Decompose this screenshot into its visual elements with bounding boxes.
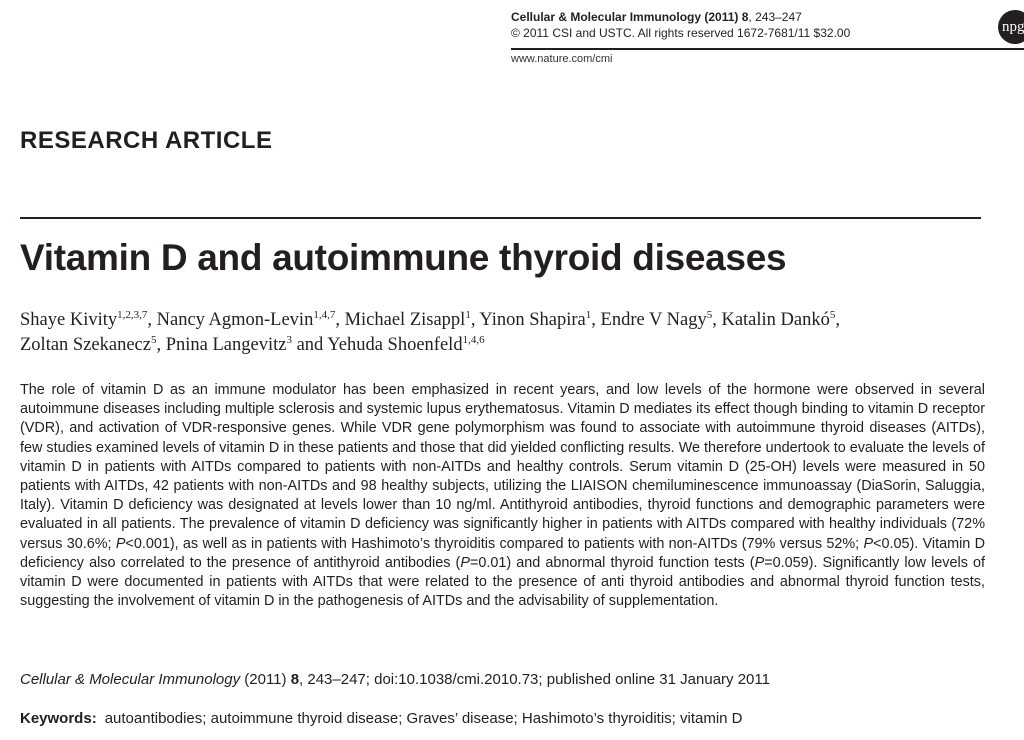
- author-list: Shaye Kivity$^{1,2,3,7}$, Nancy Agmon-Levin$^{1,4,7}$, Michael Zisappl$^1$, Yinon Shapira$^1$, Endre V Nagy$^5$, Katalin Dankó$^5$, Zoltan Szekanecz$^5$, Pnina Langevitz$^3$ and Yehuda Shoenfeld$^{1,4,6}$: [20, 309, 840, 355]
- journal-volume: 8: [741, 10, 749, 24]
- section-label: RESEARCH ARTICLE: [20, 127, 273, 154]
- citation-year: (2011): [240, 671, 291, 688]
- author-name: Yehuda Shoenfeld: [327, 335, 463, 355]
- author-name: Michael Zisappl: [344, 310, 466, 330]
- title-rule: [20, 217, 981, 219]
- keywords-label: Keywords:: [20, 710, 97, 727]
- italic-p-symbol: P: [754, 554, 765, 571]
- abstract-text: The role of vitamin D as an immune modulator has been emphasized in recent years, and low levels of the hormone were observed in several autoimmune diseases including multiple sclerosis and systemic lupus erythematosus. Vitamin D mediates its effect though binding to vitamin D receptor (VDR), and activation of VDR-responsive genes. While VDR gene polymorphism was found to associate with autoimmune thyroid diseases (AITDs), few studies examined levels of vitamin D in these patients and those that did yielded conflicting results. We therefore undertook to evaluate the levels of vitamin D in patients with AITDs compared to patients with non-AITDs and healthy controls. Serum vitamin D (25-OH) levels were measured in 50 patients with AITDs, 42 patients with non-AITDs and 98 healthy subjects, utilizing the LIAISON chemiluminescence immunoassay (DiaSorin, Saluggia, Italy). Vitamin D deficiency was designated at levels lower than 10 ng/ml. Antithyroid antibodies, thyroid functions and demographic parameters were evaluated in all patients. The prevalence of vitamin D deficiency was significantly higher in patients with AITDs compared with healthy individuals (72% versus 30.6%;: [20, 382, 985, 552]
- italic-p-symbol: P: [460, 554, 470, 571]
- header-rule: [511, 48, 1024, 50]
- italic-p-symbol: P: [863, 535, 874, 552]
- journal-url[interactable]: www.nature.com/cmi: [511, 53, 613, 65]
- author-affiliation: 5: [706, 309, 713, 321]
- keywords-text: autoantibodies; autoimmune thyroid disease; Graves’ disease; Hashimoto’s thyroiditis; vitamin D: [104, 710, 743, 727]
- journal-pages: , 243–247: [748, 10, 802, 24]
- citation-details: , 243–247; doi:10.1038/cmi.2010.73; published online 31 January 2011: [299, 671, 770, 688]
- article-title: Vitamin D and autoimmune thyroid diseases: [20, 237, 787, 278]
- abstract: [20, 381, 985, 611]
- author-name: Shaye Kivity: [20, 310, 118, 330]
- author-affiliation: 1: [585, 309, 592, 321]
- author-name: Nancy Agmon-Levin: [156, 310, 314, 330]
- citation-journal: Cellular & Molecular Immunology: [20, 671, 241, 688]
- author-affiliation: 3: [286, 334, 292, 346]
- citation-volume: 8: [290, 671, 300, 688]
- abstract-text: =0.059). Significantly low levels of vitamin D were documented in patients with AITDs that were related to the presence of anti thyroid antibodies and abnormal thyroid function tests, suggesting the involvement of vitamin D in the pathogenesis of AITDs and the advisability of supplementation.: [20, 554, 985, 610]
- journal-name: Cellular & Molecular Immunology (2011): [511, 10, 742, 24]
- author-name: Endre V Nagy: [600, 310, 707, 330]
- author-affiliation: 1,2,3,7: [117, 309, 148, 321]
- keywords: [20, 709, 743, 729]
- journal-header: [511, 9, 850, 41]
- author-name: Pnina Langevitz: [165, 335, 287, 355]
- author-name: Zoltan Szekanecz: [20, 335, 151, 355]
- author-affiliation: 5: [150, 334, 157, 346]
- author-affiliation: 1,4,7: [313, 309, 336, 321]
- npg-logo: npg: [998, 10, 1024, 44]
- author-name: Yinon Shapira: [479, 310, 586, 330]
- abstract-text: =0.01) and abnormal thyroid function tests (: [469, 554, 755, 571]
- author-name: Katalin Dankó: [721, 310, 830, 330]
- author-affiliation: 1,4,6: [462, 334, 485, 346]
- journal-line: [511, 9, 850, 25]
- abstract-text: <0.05). Vitamin D deficiency also correlated to the presence of antithyroid antibodies (: [20, 535, 985, 571]
- citation: [20, 670, 770, 690]
- author-affiliation: 1: [465, 309, 471, 321]
- italic-p-symbol: P: [115, 535, 126, 552]
- author-affiliation: 5: [829, 309, 836, 321]
- copyright-line: © 2011 CSI and USTC. All rights reserved 1672-7681/11 $32.00: [511, 26, 851, 40]
- abstract-text: <0.001), as well as in patients with Hashimoto’s thyroiditis compared to patients with non-AITDs (79% versus 52%;: [125, 535, 864, 552]
